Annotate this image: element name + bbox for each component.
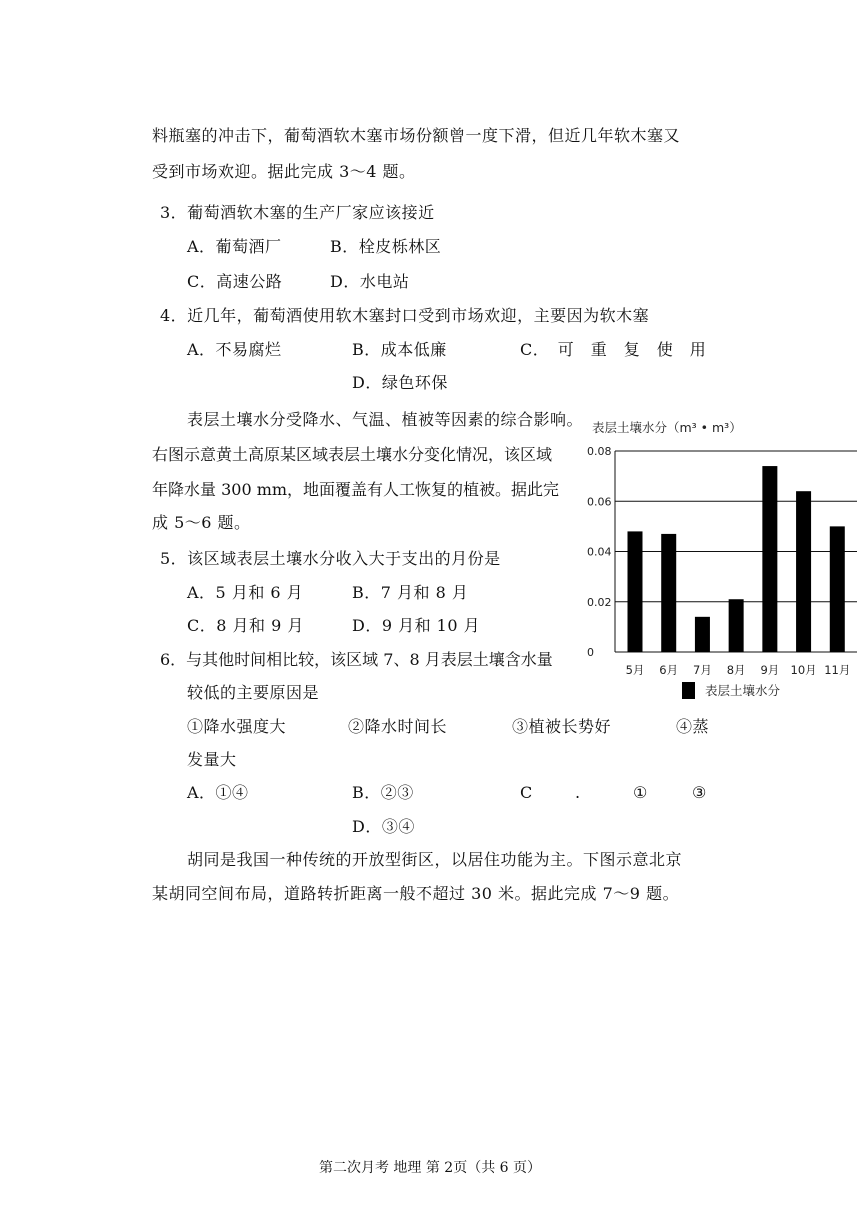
bar xyxy=(762,466,777,652)
passage-line: 表层土壤水分受降水、气温、植被等因素的综合影响。 xyxy=(187,410,584,429)
passage-line: 胡同是我国一种传统的开放型街区，以居住功能为主。下图示意北京 xyxy=(187,850,683,869)
passage-line: 某胡同空间布局，道路转折距离一般不超过 30 米。据此完成 7～9 题。 xyxy=(152,884,680,903)
y-axis-ticks xyxy=(587,445,612,659)
option-d: D．水电站 xyxy=(330,272,410,291)
page-footer: 第二次月考 地理 第 2页（共 6 页） xyxy=(318,1160,542,1176)
x-tick-label: 7月 xyxy=(693,663,712,677)
passage-line: 成 5～6 题。 xyxy=(152,513,251,532)
passage-line: 年降水量 300 mm，地面覆盖有人工恢复的植被。据此完 xyxy=(152,480,560,499)
y-tick-label: 0.06 xyxy=(587,495,612,509)
y-tick-label: 0.08 xyxy=(587,445,612,458)
y-tick-label: 0 xyxy=(587,646,594,659)
option-b: B．②③ xyxy=(352,783,414,802)
option-c: C．8 月和 9 月 xyxy=(187,616,304,635)
y-tick-label: 0.02 xyxy=(587,595,612,609)
question-stem: 6．与其他时间相比较，该区域 7、8 月表层土壤含水量 xyxy=(160,650,553,669)
option-b: B．栓皮栎林区 xyxy=(330,237,442,256)
bar xyxy=(628,531,643,652)
passage-line: 料瓶塞的冲击下，葡萄酒软木塞市场份额曾一度下滑，但近几年软木塞又 xyxy=(152,126,681,145)
bar xyxy=(661,534,676,652)
y-tick-label: 0.04 xyxy=(587,545,612,559)
option-d: D．绿色环保 xyxy=(352,373,448,392)
bar xyxy=(729,599,744,652)
option-d: D．9 月和 10 月 xyxy=(352,616,481,635)
option-a: A．①④ xyxy=(187,783,249,802)
passage-line: 受到市场欢迎。据此完成 3～4 题。 xyxy=(152,162,416,181)
option-d: D．③④ xyxy=(352,817,415,836)
question-stem: 5．该区域表层土壤水分收入大于支出的月份是 xyxy=(160,549,501,568)
question-stem: 3．葡萄酒软木塞的生产厂家应该接近 xyxy=(160,203,435,222)
soil-moisture-chart xyxy=(575,412,857,706)
chart-legend xyxy=(682,682,781,699)
legend-swatch xyxy=(682,682,695,699)
option-a: A．5 月和 6 月 xyxy=(187,583,304,602)
option-c-dot: . xyxy=(575,783,581,802)
option-c-mark2: ③ xyxy=(692,783,707,802)
statement-4: ④蒸 xyxy=(676,717,710,736)
question-stem-cont: 较低的主要原因是 xyxy=(187,683,320,702)
bar xyxy=(796,491,811,652)
option-a: A．葡萄酒厂 xyxy=(187,237,282,256)
question-stem: 4．近几年，葡萄酒使用软木塞封口受到市场欢迎，主要因为软木塞 xyxy=(160,306,650,325)
option-a: A．不易腐烂 xyxy=(187,340,282,359)
x-tick-label: 5月 xyxy=(625,663,645,677)
chart-bars xyxy=(628,466,845,652)
option-c-mark1: ① xyxy=(633,783,648,802)
statement-4-cont: 发量大 xyxy=(187,750,237,769)
x-tick-label: 8月 xyxy=(726,663,746,677)
option-c: C． 可 重 复 使 用 xyxy=(520,340,707,359)
statement-1: ①降水强度大 xyxy=(187,717,287,736)
option-b: B．7 月和 8 月 xyxy=(352,583,469,602)
x-tick-label: 10月 xyxy=(790,663,817,677)
legend-label: 表层土壤水分 xyxy=(705,683,781,698)
option-c-letter: C xyxy=(520,783,533,802)
x-tick-label: 6月 xyxy=(659,663,679,677)
chart-title: 表层土壤水分（m³ • m³） xyxy=(592,420,742,435)
option-c: C．高速公路 xyxy=(187,272,283,291)
statement-2: ②降水时间长 xyxy=(348,717,448,736)
passage-line: 右图示意黄土高原某区域表层土壤水分变化情况，该区域 xyxy=(152,445,553,464)
x-axis-ticks xyxy=(626,663,851,677)
option-b: B．成本低廉 xyxy=(352,340,447,359)
x-tick-label: 11月 xyxy=(824,663,851,677)
x-tick-label: 9月 xyxy=(760,663,780,677)
bar xyxy=(830,526,845,652)
bar xyxy=(695,617,710,652)
statement-3: ③植被长势好 xyxy=(512,717,612,736)
